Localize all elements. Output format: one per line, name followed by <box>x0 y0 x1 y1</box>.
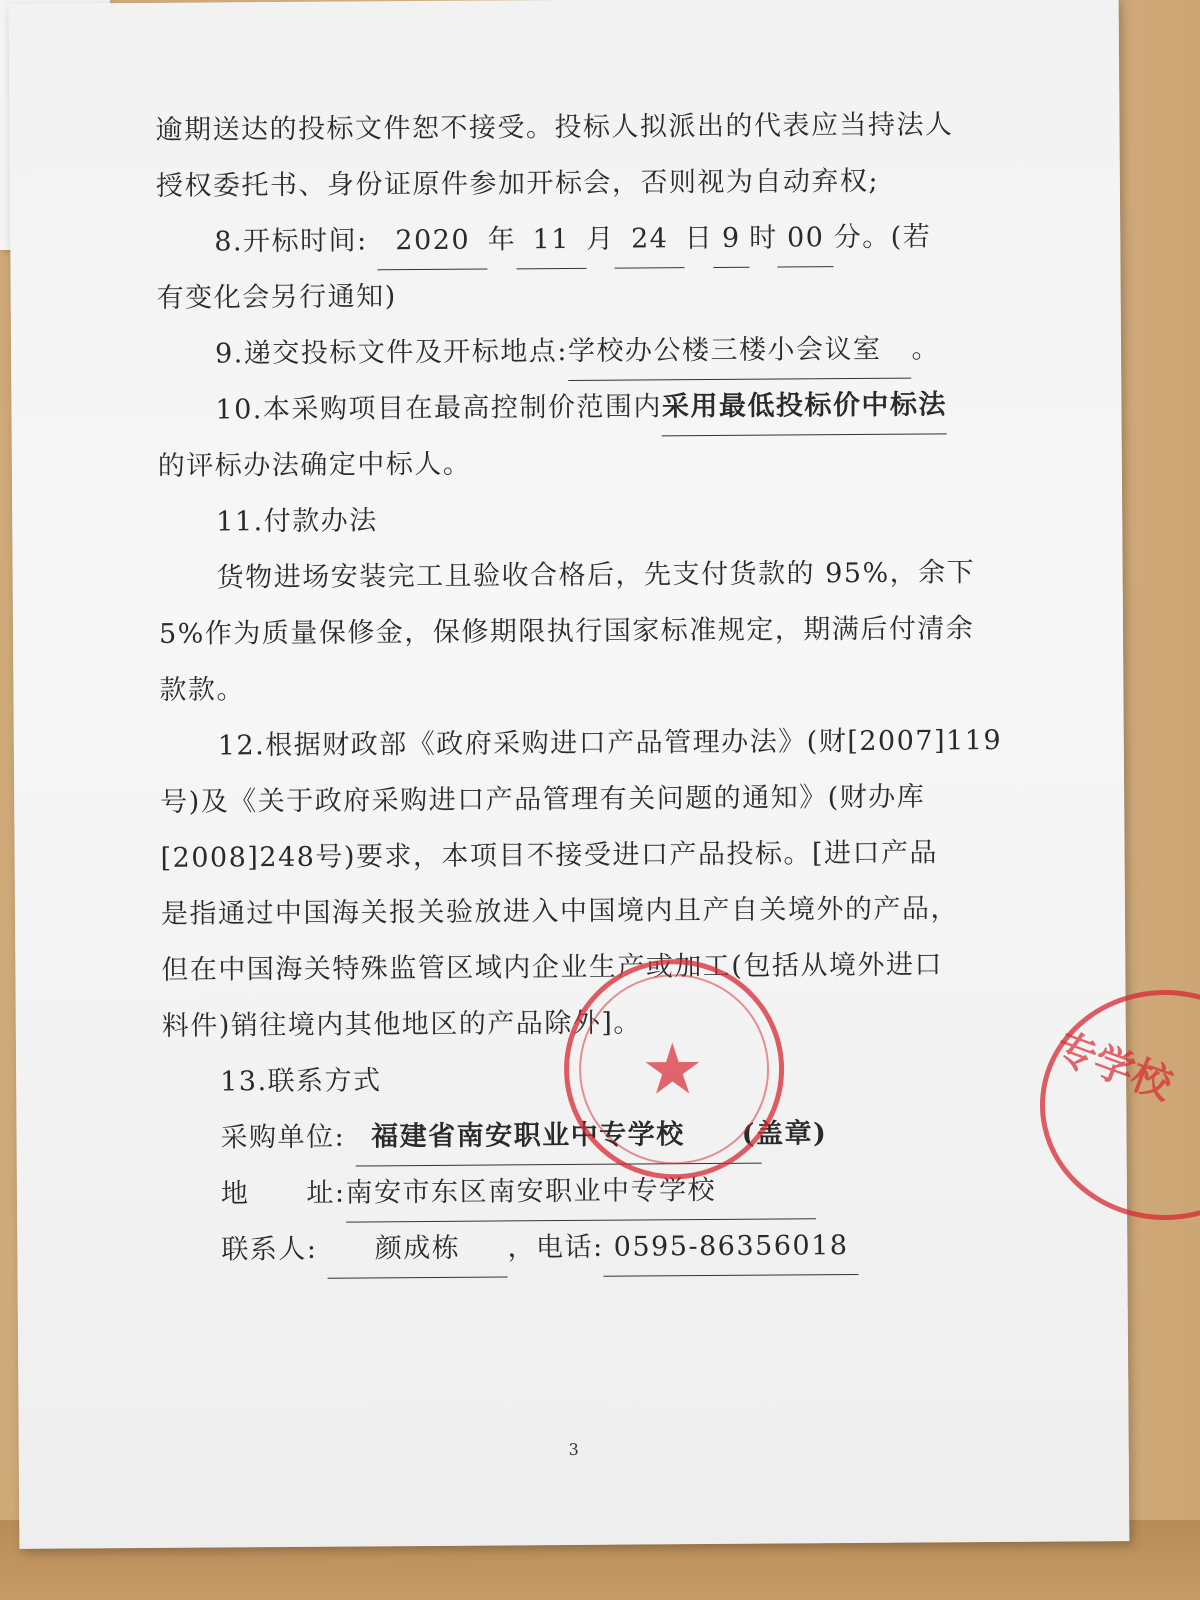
text-line-4: 有变化会另行通知) <box>156 281 397 314</box>
text-line-17: 料件)销往境内其他地区的产品除外]。 <box>161 1007 642 1042</box>
text-line-7: 的评标办法确定中标人。 <box>157 448 472 482</box>
opening-day: 24 <box>615 211 685 268</box>
opening-minute: 00 <box>778 210 834 267</box>
page-number: 3 <box>568 1439 579 1460</box>
opening-hour: 9 <box>713 211 749 268</box>
purchaser-label: 采购单位: <box>220 1121 346 1154</box>
partial-seal-text: 专学校 <box>1049 1023 1179 1109</box>
seal-note: (盖章) <box>741 1118 828 1150</box>
contact-person-value: 颜成栋 <box>327 1220 507 1278</box>
month-unit: 月 <box>586 223 615 255</box>
seal-star-icon: ★ <box>640 1028 705 1111</box>
bid-location-line <box>157 321 1017 383</box>
section-11-heading: 11.付款办法 <box>216 505 378 538</box>
evaluation-label: 10.本采购项目在最高控制价范围内 <box>215 391 663 426</box>
evaluation-line <box>157 377 1017 439</box>
opening-year: 2020 <box>378 213 488 271</box>
minute-suffix: 分。(若 <box>833 221 932 254</box>
text-line-12: 12.根据财政部《政府采购进口产品管理办法》(财[2007]119 <box>217 724 1003 762</box>
text-line-16: 但在中国海关特殊监管区域内企业生产或加工(包括从境外进口 <box>161 949 944 986</box>
bid-location-label: 9.递交投标文件及开标地点: <box>214 335 569 370</box>
day-unit: 日 <box>684 222 714 255</box>
address-label: 地 址: <box>220 1177 346 1210</box>
text-line-9: 货物进场安装完工且验收合格后，先支付货款的 95%，余下 <box>216 557 976 594</box>
text-line-13: 号)及《关于政府采购进口产品管理有关问题的通知》(财办库 <box>160 781 926 818</box>
year-unit: 年 <box>487 224 517 256</box>
document-page <box>9 0 1130 1549</box>
text-line-1: 逾期送达的投标文件恕不接受。投标人拟派出的代表应当持法人 <box>155 109 954 146</box>
address-value: 南安市东区南安职业中专学校 <box>345 1162 815 1222</box>
text-line-10: 5%作为质量保修金，保修期限执行国家标准规定，期满后付清余 <box>158 613 975 650</box>
text-line-2: 授权委托书、身份证原件参加开标会，否则视为自动弃权; <box>155 165 880 202</box>
section-13-heading: 13.联系方式 <box>220 1065 382 1098</box>
text-line-11: 款款。 <box>159 674 246 706</box>
official-seal <box>563 959 785 1181</box>
opening-time-label: 8.开标时间: <box>214 225 368 258</box>
evaluation-method: 采用最低投标价中标法 <box>662 377 947 436</box>
bid-location-value: 学校办公楼三楼小会议室 <box>568 322 912 381</box>
text-line-15: 是指通过中国海关报关验放进入中国境内且产自关境外的产品， <box>160 893 960 930</box>
phone-label: ，电话: <box>507 1231 604 1264</box>
address-line <box>163 1161 1023 1223</box>
contact-person-line <box>163 1217 1023 1279</box>
hour-unit: 时 <box>749 222 778 254</box>
opening-month: 11 <box>516 212 586 269</box>
opening-time-line <box>156 209 1016 271</box>
phone-value: 0595-86356018 <box>603 1218 858 1277</box>
contact-person-label: 联系人: <box>221 1233 318 1266</box>
bid-location-end: 。 <box>911 333 941 365</box>
purchaser-value: 福建省南安职业中专学校 (盖章) <box>355 1107 761 1167</box>
text-line-14: [2008]248号)要求，本项目不接受进口产品投标。[进口产品 <box>160 837 939 874</box>
